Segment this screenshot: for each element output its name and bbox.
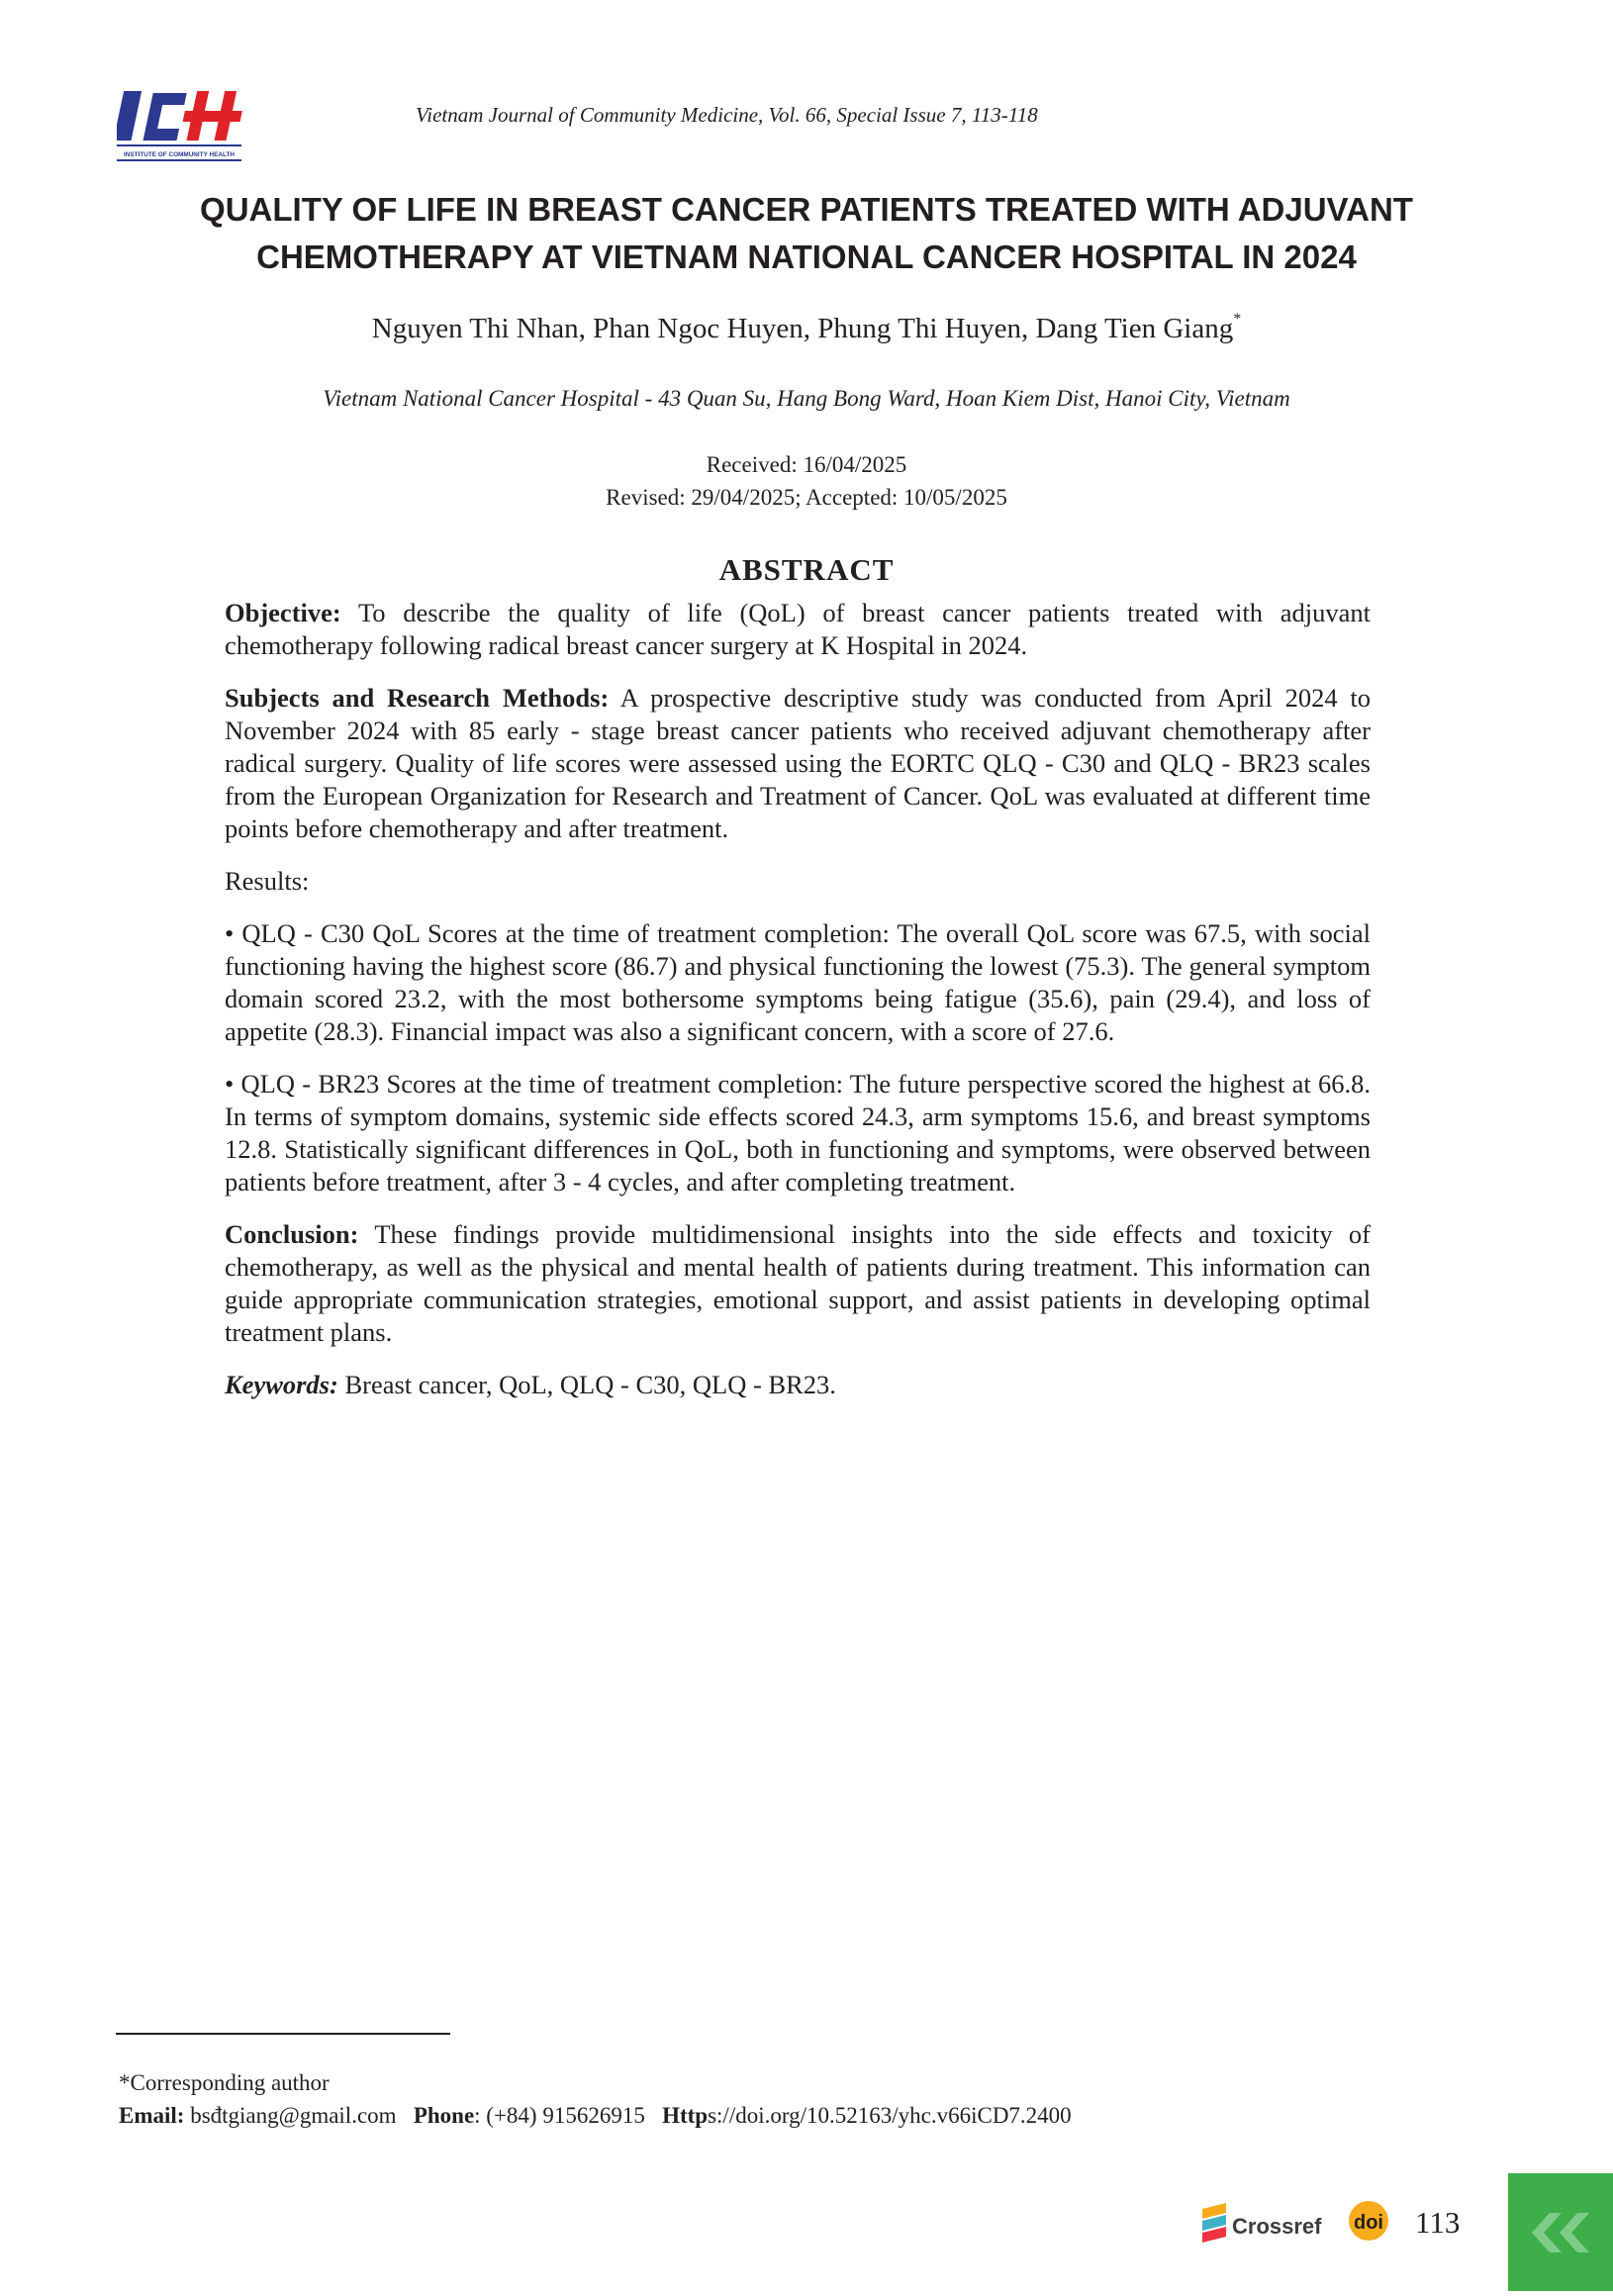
objective-paragraph [225, 597, 1371, 662]
contact-line [119, 2099, 1405, 2132]
conclusion-paragraph [225, 1218, 1371, 1349]
crossref-doi-badge[interactable] [1200, 2199, 1390, 2248]
objective-text: To describe the quality of life (QoL) of breast cancer patients treated with adjuvant chemotherapy following radical breast cancer surgery at K Hospital in 2024. [225, 598, 1371, 660]
email-address[interactable]: bsđtgiang@gmail.com [184, 2103, 397, 2128]
affiliation: Vietnam National Cancer Hospital - 43 Quan Su, Hang Bong Ward, Hoan Kiem Dist, Hanoi City, Vietnam [323, 386, 1290, 411]
authors-text: Nguyen Thi Nhan, Phan Ngoc Huyen, Phung Thi Huyen, Dang Tien Giang [371, 313, 1234, 344]
doi-link[interactable]: s://doi.org/10.52163/yhc.v66iCD7.2400 [708, 2103, 1072, 2128]
received-date: Received: 16/04/2025 [706, 452, 907, 477]
page-number: 113 [1415, 2205, 1461, 2240]
conclusion-label: Conclusion: [225, 1219, 359, 1249]
url-label: Http [662, 2103, 709, 2128]
conclusion-text: These findings provide multidimensional insights into the side effects and toxicity of chemotherapy, as well as the physical and mental health of patients during treatment. This information can guide appropriate communication strategies, emotional support, and assist patients in developing optimal treatment plans. [225, 1219, 1371, 1347]
methods-text: A prospective descriptive study was conducted from April 2024 to November 2024 with 85 early - stage breast cancer patients who received adjuvant chemotherapy after radical surgery. Quality of life scores were assessed using the EORTC QLQ - C30 and QLQ - BR23 scales from the European Organization for Research and Treatment of Cancer. QoL was evaluated at different time points before chemotherapy and after treatment. [225, 683, 1371, 843]
footnote-divider [116, 2033, 450, 2035]
methods-label: Subjects and Research Methods: [225, 683, 610, 713]
paper-title [99, 186, 1514, 281]
objective-label: Objective: [225, 598, 341, 627]
author-list [0, 313, 1613, 345]
doi-text: doi [1354, 2212, 1383, 2234]
email-label: Email: [119, 2103, 185, 2128]
corresponding-author-note: *Corresponding author [119, 2070, 330, 2095]
logo-caption: INSTITUTE OF COMMUNITY HEALTH [124, 151, 235, 158]
corresponding-mark: * [1233, 311, 1242, 328]
keywords-label: Keywords: [225, 1370, 338, 1399]
footnote [119, 2066, 1405, 2132]
double-chevron-left-icon [1508, 2173, 1613, 2291]
keywords-paragraph [225, 1369, 1371, 1401]
revised-accepted-date: Revised: 29/04/2025; Accepted: 10/05/2025 [606, 485, 1007, 510]
phone-label: Phone [413, 2103, 475, 2128]
journal-logo [117, 87, 247, 164]
methods-paragraph [225, 682, 1371, 845]
crossref-text: Crossref [1232, 2214, 1322, 2239]
title-line-2: CHEMOTHERAPY AT VIETNAM NATIONAL CANCER HOSPITAL IN 2024 [256, 239, 1357, 275]
phone-number: : (+84) 915626915 [474, 2103, 645, 2128]
journal-citation: Vietnam Journal of Community Medicine, Vol. 66, Special Issue 7, 113-118 [416, 103, 1038, 127]
results-bullet-c30: • QLQ - C30 QoL Scores at the time of treatment completion: The overall QoL score was 67.5, with social functioning having the highest score (86.7) and physical functioning the lowest (75.3). The general symptom domain scored 23.2, with the most bothersome symptoms being fatigue (35.6), pain (29.4), and loss of appetite (28.3). Financial impact was also a significant concern, with a score of 27.6. [225, 918, 1371, 1046]
keywords-text: Breast cancer, QoL, QLQ - C30, QLQ - BR23. [337, 1370, 836, 1399]
title-line-1: QUALITY OF LIFE IN BREAST CANCER PATIENTS TREATED WITH ADJUVANT [200, 191, 1413, 228]
results-bullet-br23: • QLQ - BR23 Scores at the time of treatment completion: The future perspective scored the highest at 66.8. In terms of symptom domains, systemic side effects scored 24.3, arm symptoms 15.6, and breast symptoms 12.8. Statistically significant differences in QoL, both in functioning and symptoms, were observed between patients before treatment, after 3 - 4 cycles, and after completing treatment. [225, 1069, 1371, 1196]
results-label: Results: [225, 866, 310, 896]
page-corner-tab [1508, 2173, 1613, 2291]
abstract-body [225, 597, 1371, 1421]
abstract-heading: ABSTRACT [718, 552, 895, 587]
